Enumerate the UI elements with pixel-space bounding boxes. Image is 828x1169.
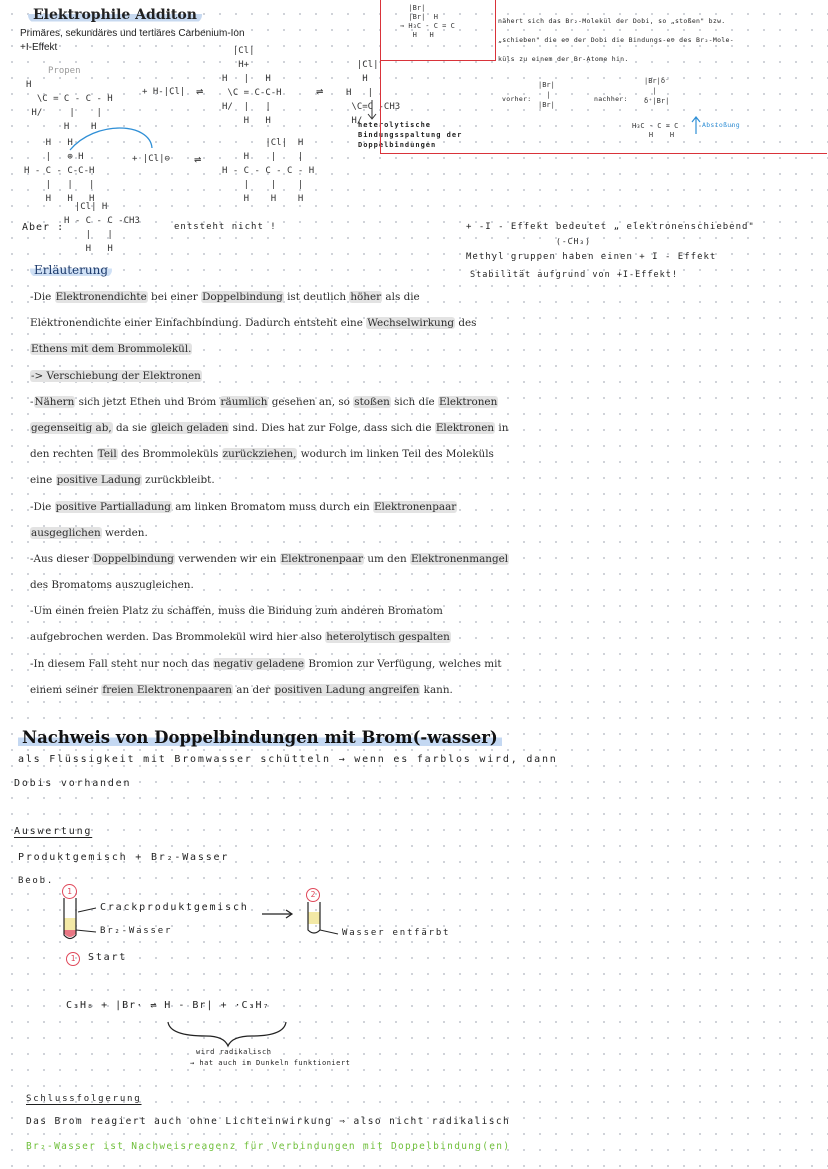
nachweis-title: Nachweis von Doppelbindungen mit Brom(-wasser) <box>18 728 502 747</box>
test-tube-2 <box>308 902 320 933</box>
highlighted-term: positiven Ladung angreifen <box>274 683 420 696</box>
highlighted-term: positive Ladung <box>56 474 141 487</box>
wasser-entfaerbt-label: Wasser entfärbt <box>342 928 451 938</box>
highlighted-term: Ethens mit dem Brommolekül. <box>31 343 192 356</box>
heterolytic-note-line-3: Doppelbindungen <box>358 141 437 149</box>
propen-formula: H \C = C - C - H H/ | | H H <box>26 80 113 132</box>
tube-1-yellow-layer <box>65 918 76 930</box>
highlighted-term: Doppelbindung <box>93 552 174 565</box>
box-top-formula: |Br| |Br| H ⇒ H₃C - C = C H H <box>400 4 455 39</box>
text-segment: des Bromatoms auszugleichen. <box>30 579 194 592</box>
i-effect-line-3: Methyl gruppen haben einen + I - Effekt <box>466 252 717 262</box>
highlighted-term: räumlich <box>220 395 268 408</box>
chloride-ion: + |Cl|⊖ <box>132 154 170 164</box>
box-note-line-1: nähert sich das Br₂-Molekül der Dobi, so „stoßen" bzw. <box>498 17 726 25</box>
text-segment: sind. Dies hat zur Folge, dass sich die <box>229 421 435 434</box>
text-segment: sich die <box>390 395 438 408</box>
radical-note-1: wird radikalisch <box>196 1048 272 1056</box>
beob-label: Beob. <box>18 876 55 886</box>
equation-brace <box>168 1022 286 1046</box>
aber-label: Aber : <box>22 222 65 233</box>
green-conclusion: Br₂-Wasser ist Nachweisreagenz für Verbindungen mit Doppelbindung(en) <box>26 1141 511 1152</box>
propen-label: Propen <box>48 66 81 76</box>
highlighted-term: gegenseitig ab, <box>31 421 112 434</box>
entfaerbt-pointer-line <box>320 930 338 934</box>
produkt-line: Produktgemisch + Br₂-Wasser <box>18 852 230 863</box>
highlighted-term: -> Verschiebung der Elektronen <box>31 369 201 382</box>
text-segment: -Um einen freien Platz zu schaffen, muss die Bindung zum anderen Bromatom <box>30 605 443 618</box>
text-segment: um den <box>364 552 410 565</box>
text-segment: am linken Bromatom muss durch ein <box>171 500 373 513</box>
text-segment: des Brommoleküls <box>117 448 222 461</box>
hcl-reagent: + H-|Cl| <box>142 87 186 97</box>
i-effect-line-4: Stabilität aufgrund von +I-Effekt! <box>470 270 678 280</box>
schluss-line: Das Brom reagiert auch ohne Lichteinwirkung ⇒ also nicht radikalisch <box>26 1116 511 1127</box>
vorher-formula: |Br| | |Br| <box>538 81 555 109</box>
radical-note-2: → hat auch im Dunkeln funktioniert <box>190 1059 351 1067</box>
text-segment: -Die <box>30 500 55 513</box>
highlighted-term: höher <box>350 291 382 303</box>
text-segment: aufgebrochen werden. Das Brommolekül wird hier also <box>30 631 326 644</box>
schluss-heading: Schlussfolgerung <box>26 1094 142 1104</box>
br2-pointer-line <box>76 930 96 932</box>
carbenium-ion-formula: H H | ⊕ H H - C - C-C-H | | | H H H <box>24 138 95 204</box>
tube-2-yellow-layer <box>309 912 320 924</box>
intermediate-formula: |Cl| H+ H | H \C = C-C-H H/ | | H H <box>222 46 282 126</box>
highlighted-term: negativ geladene <box>213 657 305 670</box>
text-segment: -In diesem Fall steht nur noch das <box>30 657 213 670</box>
text-segment: - <box>30 395 34 408</box>
box-bottom-formula: H₃C - C = C H H <box>632 122 679 139</box>
i-effect-line-2: (-CH₃) <box>556 237 591 246</box>
nachher-formula: |Br|δ⁻ | δ⁺|Br| <box>644 77 670 105</box>
text-segment: werden. <box>101 526 148 539</box>
text-segment: bei einer <box>147 291 202 303</box>
nachweis-line-1: als Flüssigkeit mit Bromwasser schütteln → wenn es farblos wird, dann <box>18 754 558 765</box>
text-segment: an der <box>232 683 274 696</box>
tube-transition-arrow <box>262 910 292 918</box>
text-segment: als die <box>382 291 420 303</box>
text-segment: sich jetzt Ethen und Brom <box>75 395 220 408</box>
page-title: Elektrophile Additon <box>28 7 202 23</box>
text-segment: einem seiner <box>30 683 102 696</box>
split-formula: |Cl| H H | \C=C -CH3 H/ <box>346 60 401 126</box>
text-segment: gesehen an, so <box>268 395 354 408</box>
heterolytic-note-line-2: Bindungsspaltung der <box>358 131 463 139</box>
i-effect-line-1: + -I - Effekt bedeutet „ elektronenschiebend" <box>466 222 755 232</box>
equilibrium-arrow-1: ⇌ <box>196 84 204 98</box>
highlighted-term: Elektronendichte <box>55 291 147 303</box>
highlighted-term: Elektronenpaar <box>373 500 457 513</box>
text-segment: den rechten <box>30 448 97 461</box>
highlighted-term: Doppelbindung <box>202 291 283 303</box>
equilibrium-arrow-3: ⇌ <box>194 152 202 166</box>
text-segment: zurückbleibt. <box>141 474 215 487</box>
crack-label: Crackproduktgemisch <box>100 902 249 913</box>
br2-wasser-label: Br₂-Wasser <box>100 926 173 936</box>
abstossung-arrow <box>692 117 700 134</box>
highlighted-term: gleich geladen <box>151 421 229 434</box>
text-segment: in <box>495 421 509 434</box>
vorher-label: vorher: <box>502 95 532 103</box>
text-segment: wodurch im linken Teil des Moleküls <box>297 448 494 461</box>
erlaeuterung-title: Erläuterung <box>30 263 112 277</box>
text-segment: Bromion zur Verfügung, welches mit <box>305 657 502 670</box>
aber-formula: |Cl| H H - C - C -CH3 | | H H <box>64 202 140 254</box>
highlighted-term: Elektronen <box>438 395 498 408</box>
heterolytic-note-line-1: heterolytische <box>358 121 432 129</box>
equilibrium-arrow-2: ⇌ <box>316 84 324 98</box>
highlighted-term: positive Partialladung <box>55 500 171 513</box>
tube-1-red-layer <box>65 930 76 937</box>
auswertung-heading: Auswertung <box>14 826 93 837</box>
text-segment: Elektronendichte einer Einfachbindung. Dadurch entsteht eine <box>30 317 367 330</box>
highlighted-term: stoßen <box>354 395 390 408</box>
highlighted-term: Elektronen <box>435 421 495 434</box>
highlighted-term: Elektronenmangel <box>410 552 509 565</box>
highlighted-term: ausgeglichen <box>31 526 101 539</box>
test-tube-1 <box>64 898 76 939</box>
tube-1-number: 1 <box>62 884 77 899</box>
aber-note: entsteht nicht ! <box>174 222 277 232</box>
highlighted-term: freien Elektronenpaaren <box>102 683 232 696</box>
highlighted-term: zurückziehen, <box>222 448 297 461</box>
text-segment: -Aus dieser <box>30 552 93 565</box>
tube-2-number: 2 <box>306 888 320 902</box>
subtitle-carbenium: Primäres, sekundäres und tertiäres Carbenium-Ion <box>20 28 245 39</box>
down-arrow <box>368 100 376 119</box>
electron-shift-arrow <box>70 128 152 150</box>
highlighted-term: Teil <box>97 448 117 461</box>
subtitle-i-effect: +I-Effekt <box>20 42 58 53</box>
text-segment: des <box>455 317 477 330</box>
text-segment: ist deutlich <box>283 291 350 303</box>
crack-pointer-line <box>78 908 96 912</box>
nachweis-line-2: Dobis vorhanden <box>14 778 132 789</box>
box-note-line-3: küls zu einem der Br-Atome hin. <box>498 55 629 63</box>
abstossung-label: Abstoßung <box>702 121 740 129</box>
nachher-label: nachher: <box>594 95 628 103</box>
start-label: Start <box>88 952 128 963</box>
text-segment: da sie <box>112 421 151 434</box>
product-formula: |Cl| H H | | H - C - C - C - H | | | H H H <box>222 138 315 204</box>
highlighted-term: heterolytisch gespalten <box>326 631 450 644</box>
highlighted-term: Wechselwirkung <box>367 317 455 330</box>
text-segment: eine <box>30 474 56 487</box>
highlighted-term: Nähern <box>34 395 75 408</box>
highlighted-term: Elektronenpaar <box>280 552 364 565</box>
start-number: 1 <box>66 952 80 966</box>
text-segment: -Die <box>30 291 55 303</box>
text-segment: kann. <box>420 683 453 696</box>
text-segment: verwenden wir ein <box>174 552 280 565</box>
box-note-line-2: „schieben" die e⊖ der Dobi die Bindungs-e⊖ des Br₂-Mole- <box>498 36 734 44</box>
radical-equation: C₃H₈ + |Br· ⇌ H - Br| + ·C₃H₇ <box>66 1000 270 1011</box>
